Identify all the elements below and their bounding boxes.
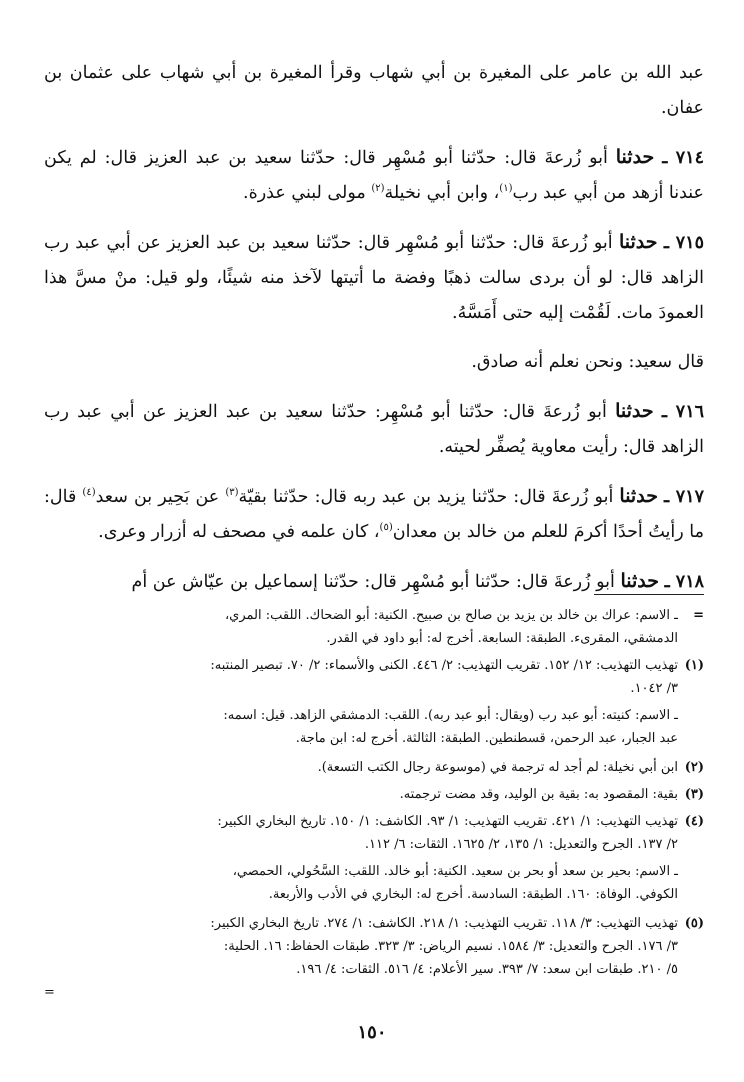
hadith-text: قال: ما رأيتُ أحدًا أكرمَ للعلم من خالد بن معدان (44, 487, 704, 542)
hadith-number: ٧١٦ ـ (661, 402, 704, 422)
footnote-5 (44, 912, 704, 1004)
hadith-text: أبو زُرعةَ قال: حدّثنا أبو مُسْهِر: حدّثنا سعيد بن عبد العزيز عن أبي عبد رب الزاهد قال: رأيت معاوية يُصفِّر لحيته. (44, 402, 704, 457)
hadith-text: ، وابن أبي نخيلة (384, 183, 500, 203)
continuation-mark: = (44, 985, 55, 1000)
continuation-mark: = (693, 608, 704, 623)
hadith-text: ، كان علمه في مصحف له أزرار وعرى. (98, 522, 380, 542)
footnote-continuation (44, 604, 704, 650)
footnote-body (44, 860, 678, 906)
footnote-body (44, 756, 678, 779)
footnote-line: ابن أبي نخيلة: لم أجد له ترجمة في (موسوعة رجال الكتب التسعة). (317, 760, 678, 775)
footnote-line: ٥/ ٢١٠. طبقات ابن سعد: ٧/ ٣٩٣. سير الأعلام: ٤/ ٥١٦. الثقات: ٤/ ١٩٦. (296, 962, 678, 977)
footnote-body (44, 783, 678, 806)
hadith-text: أبو زُرعةَ قال: حدّثنا يزيد بن عبد ربه قال: حدّثنا بقيّة (238, 487, 620, 507)
footnote-line: ٣/ ١٧٦. الجرح والتعديل: ٣/ ١٥٨٤. نسيم الرياض: ٣/ ٣٢٣. طبقات الحفاظ: ١٦. الحلية: (223, 939, 678, 954)
footnote-line: الكوفي. الوفاة: ١٦٠. الطبقة: السادسة. أخرج له: البخاري في الأدب والأربعة. (268, 887, 678, 902)
hadith-text: مولى لبني عذرة. (243, 183, 372, 203)
hadith-keyword: حدثنا (615, 400, 654, 422)
footnote-body (44, 912, 678, 1004)
footnote-mark: (١) (684, 658, 704, 673)
footnote-line: ـ الاسم: كنيته: أبو عبد رب (ويقال: أبو عبد ربه). اللقب: الدمشقي الزاهد. قيل: اسمه: (223, 708, 678, 723)
footnote-mark: (٤) (684, 814, 704, 829)
footnote-line: بقية: المقصود به: بقية بن الوليد، وقد مضت ترجمته. (399, 787, 678, 802)
hadith-number: ٧١٥ ـ (663, 233, 704, 253)
hadith-text: أبو زُرعةَ قال: حدّثنا أبو مُسْهِر قال: حدّثنا سعيد بن عبد العزيز عن أبي عبد رب الزاهد قال: لو أن بردى سالت ذهبًا وفضة ما أتيتها لآخذ منه شيئًا، ولو قيل: منْ مسَّ هذا العمودَ مات. لَقُمْت إليه حتى أَمَسَّهُ. (44, 233, 704, 323)
page-number: ١٥٠ (357, 1022, 387, 1043)
footnote-4-bio (44, 860, 704, 906)
footnote-line: تهذيب التهذيب: ٣/ ١١٨. تقريب التهذيب: ١/ ٢١٨. الكاشف: ١/ ٢٧٤. تاريخ البخاري الكبير: (210, 916, 678, 931)
footnote-1 (44, 654, 704, 700)
footnote-body (44, 810, 678, 856)
footnote-1-bio (44, 704, 704, 750)
hadith-keyword: حدثنا (619, 485, 658, 507)
hadith-number: ٧١٤ ـ (662, 148, 704, 168)
hadith-number: ٧١٧ ـ (664, 487, 704, 507)
hadith-keyword: حدثنا (615, 146, 655, 168)
hadith-text: أبو زُرعةَ قال: حدّثنا أبو مُسْهِر قال: حدّثنا إسماعيل بن عيّاش عن أم (131, 572, 621, 592)
footnote-line: ـ الاسم: عراك بن خالد بن يزيد بن صالح بن صبيح. الكنية: أبو الضحاك. اللقب: المري، (224, 608, 678, 623)
footnote-mark: (٢) (684, 760, 704, 775)
footnote-body (44, 704, 678, 750)
said-text: قال سعيد: ونحن نعلم أنه صادق. (471, 352, 704, 372)
footnote-ref-4[interactable]: (٤) (82, 487, 96, 499)
footnote-line: ـ الاسم: بحير بن سعد أو بحر بن سعيد. الكنية: أبو خالد. اللقب: السَّحُولي، الحمصي، (232, 864, 678, 879)
footnote-ref-1[interactable]: (١) (499, 183, 513, 195)
footnote-line: تهذيب التهذيب: ١/ ٤٢١. تقريب التهذيب: ١/ ٩٣. الكاشف: ١/ ١٥٠. تاريخ البخاري الكبير: (217, 814, 678, 829)
footnote-ref-3[interactable]: (٣) (225, 487, 239, 499)
intro-text: عبد الله بن عامر على المغيرة بن أبي شهاب وقرأ المغيرة بن أبي شهاب على عثمان بن عفان. (44, 63, 704, 118)
footnote-line: عبد الجبار، عبد الرحمن، قسطنطين. الطبقة: الثالثة. أخرج له: ابن ماجة. (295, 731, 678, 746)
footnote-ref-2[interactable]: (٢) (371, 183, 385, 195)
footnote-mark: (٥) (684, 916, 704, 931)
footnote-ref-5[interactable]: (٥) (379, 522, 393, 534)
footnote-divider (594, 594, 704, 595)
footnote-line: ٢/ ١٣٧. الجرح والتعديل: ١/ ١٣٥، ٢/ ١٦٢٥. الثقات: ٦/ ١١٢. (364, 837, 678, 852)
footnote-body (44, 604, 678, 650)
hadith-text: عن بَحِير بن سعد (95, 487, 226, 507)
footnote-line: ٣/ ١٠٤٢. (630, 681, 678, 696)
footnotes (44, 604, 704, 1008)
footnote-mark: (٣) (684, 787, 704, 802)
hadith-text: أبو زُرعةَ قال: حدّثنا أبو مُسْهِر قال: حدّثنا سعيد بن عبد العزيز قال: لم يكن عندنا أزهد من أبي عبد رب (44, 148, 704, 203)
hadith-number: ٧١٨ ـ (664, 572, 704, 592)
footnote-4 (44, 810, 704, 856)
footnote-3 (44, 783, 704, 806)
hadith-keyword: حدثنا (618, 231, 658, 253)
footnote-2 (44, 756, 704, 779)
footnote-line: الدمشقي، المقرىء. الطبقة: السابعة. أخرج له: أبو داود في القدر. (326, 631, 678, 646)
footnote-body (44, 654, 678, 700)
footnote-line: تهذيب التهذيب: ١٢/ ١٥٢. تقريب التهذيب: ٢/ ٤٤٦. الكنى والأسماء: ٢/ ٧٠. تبصير المنتبه: (210, 658, 678, 673)
hadith-keyword: حدثنا (620, 570, 659, 592)
